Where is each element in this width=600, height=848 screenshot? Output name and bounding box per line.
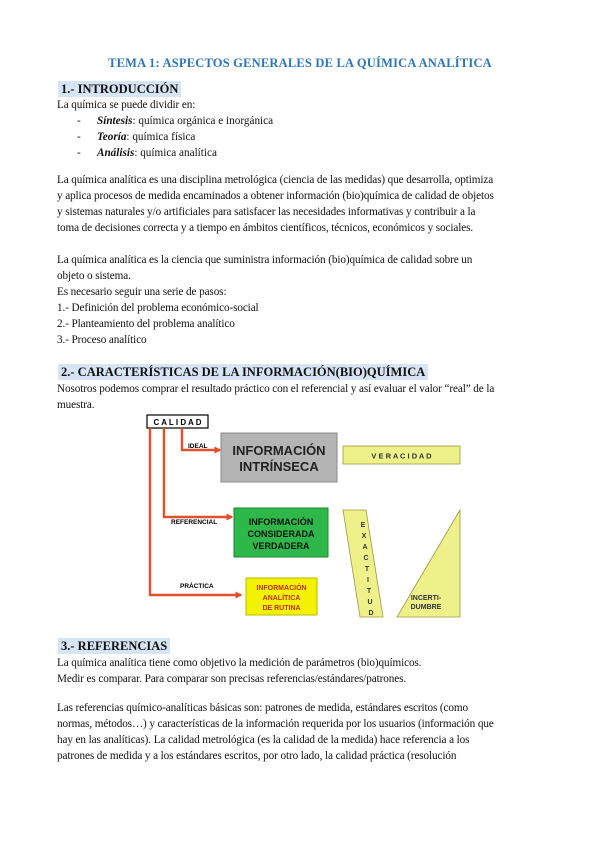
- label-ideal: IDEAL: [188, 443, 208, 450]
- paragraph-line: La química analítica tiene como objetivo la medición de parámetros (bio)químicos.: [57, 657, 422, 669]
- intro-lead: La química se puede dividir en:: [57, 99, 196, 111]
- box1-line2: INTRÍNSECA: [239, 459, 319, 474]
- veracidad-label: V E R A C I D A D: [371, 451, 432, 461]
- paragraph-line: Nosotros podemos comprar el resultado práctico con el referencial y así evaluar el valor “real” de la: [57, 383, 495, 395]
- branch-desc: : química física: [126, 131, 196, 143]
- paragraph-line: muestra.: [57, 399, 95, 411]
- exactitud-letter: D: [368, 610, 374, 617]
- label-referencial: REFERENCIAL: [171, 519, 218, 526]
- exactitud-letter: T: [364, 566, 370, 573]
- paragraph-line: objeto o sistema.: [57, 270, 131, 282]
- paragraph-line: normas, métodos…) y características de la información requerida por los usuarios (información que: [57, 718, 494, 730]
- branch-term: Síntesis: [97, 115, 133, 127]
- exactitud-letter: I: [367, 577, 369, 584]
- branch-desc: : química orgánica e inorgánica: [132, 115, 274, 127]
- paragraph-line: toma de decisiones correcta y a tiempo en ámbitos científicos, técnicos, económicos y sociales.: [57, 222, 474, 234]
- exactitud-letter: T: [366, 588, 372, 595]
- section-heading-caracteristicas: 2.- CARACTERÍSTICAS DE LA INFORMACIÓN(BIO)QUÍMICA: [58, 364, 428, 380]
- paragraph-line: hay en las analíticas). La calidad metrológica (es la calidad de la medida) hace referencia a los: [57, 734, 470, 746]
- step-item: 1.- Definición del problema económico-social: [57, 302, 259, 314]
- section-heading-introduccion: 1.- INTRODUCCIÓN: [58, 81, 181, 97]
- box2-line2: CONSIDERADA: [247, 529, 315, 539]
- exactitud-letter: C: [363, 555, 369, 562]
- incertidumbre-line2: DUMBRE: [410, 604, 442, 611]
- box3-line3: DE RUTINA: [262, 605, 301, 612]
- box2-line3: VERDADERA: [252, 541, 310, 551]
- page-title: TEMA 1: ASPECTOS GENERALES DE LA QUÍMICA ANALÍTICA: [108, 56, 492, 70]
- box1-line1: INFORMACIÓN: [232, 443, 326, 458]
- step-item: 2.- Planteamiento del problema analítico: [57, 318, 235, 330]
- section-heading-referencias: 3.- REFERENCIAS: [58, 638, 170, 654]
- bullet-dash: -: [77, 131, 81, 143]
- paragraph-line: y aplica procesos de medida encaminados a obtener información (bio)química de calidad de objetos: [57, 190, 494, 202]
- label-practica: PRÁCTICA: [180, 583, 214, 590]
- calidad-diagram: [140, 410, 470, 625]
- paragraph-line: La química analítica es la ciencia que suministra información (bio)química de calidad sobre un: [57, 254, 473, 266]
- exactitud-letter: E: [360, 522, 366, 529]
- paragraph-line: y sistemas naturales y/o artificiales para satisfacer las necesidades informativas y contribuir a la: [57, 206, 476, 218]
- paragraph-line: La química analítica es una disciplina metrológica (ciencia de las medidas) que desarrolla, optimiza: [57, 174, 494, 186]
- branch-term: Análisis: [97, 147, 135, 159]
- exactitud-letter: U: [367, 599, 373, 606]
- incertidumbre-line1: INCERTI-: [410, 595, 442, 602]
- step-item: 3.- Proceso analítico: [57, 334, 147, 346]
- box2-line1: INFORMACIÓN: [248, 517, 314, 527]
- box3-line1: INFORMACIÓN: [256, 585, 307, 592]
- branch-desc: : química analítica: [134, 147, 217, 159]
- exactitud-letter: A: [362, 544, 368, 551]
- paragraph-line: patrones de medida y a los estándares escritos, por otro lado, la calidad práctica (resolución: [57, 750, 457, 762]
- bullet-dash: -: [77, 147, 81, 159]
- paragraph-line: Medir es comparar. Para comparar son precisas referencias/estándares/patrones.: [57, 673, 407, 685]
- bullet-dash: -: [77, 115, 81, 127]
- calidad-label: C A L I D A D: [153, 418, 202, 427]
- exactitud-letter: X: [361, 533, 367, 540]
- paragraph-line: Las referencias químico-analíticas básicas son: patrones de medida, estándares escritos (como: [57, 702, 469, 714]
- branch-term: Teoría: [97, 131, 127, 143]
- box3-line2: ANALÍTICA: [262, 595, 301, 602]
- paragraph-line: Es necesario seguir una serie de pasos:: [57, 286, 227, 298]
